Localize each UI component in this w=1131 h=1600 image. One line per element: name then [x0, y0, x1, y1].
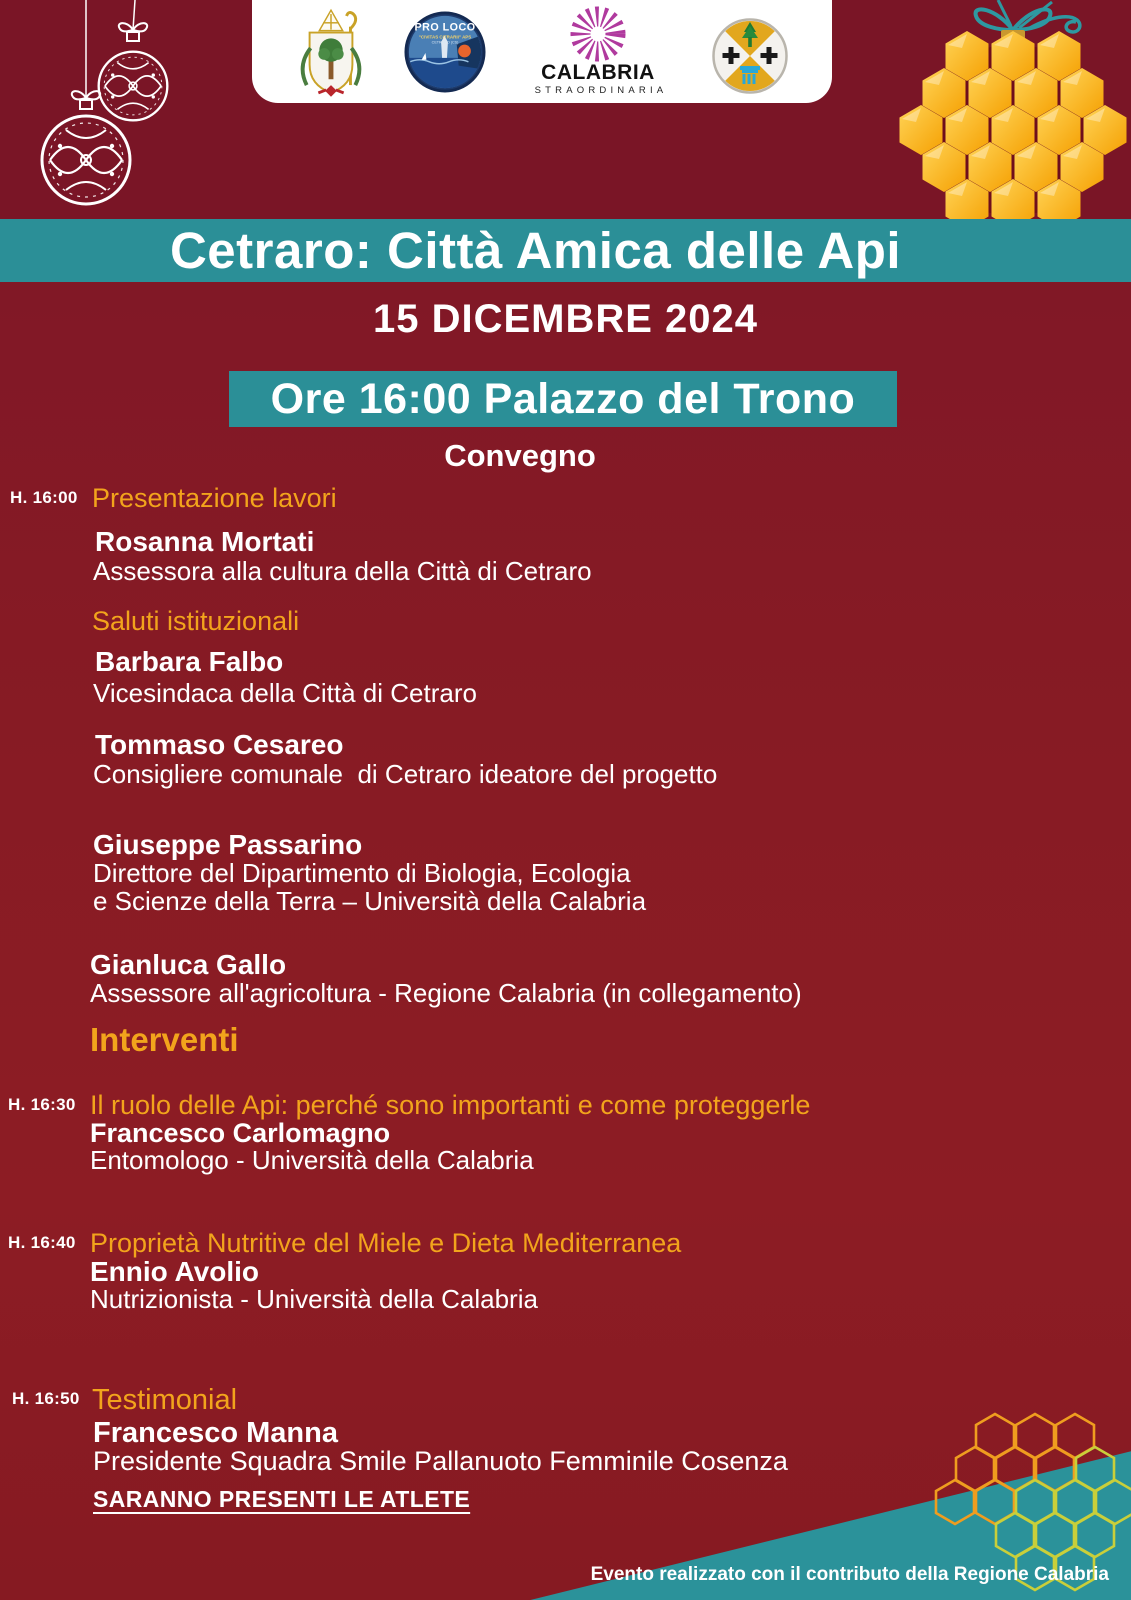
pro-loco-title: PRO LOCO — [414, 21, 476, 34]
speaker-name: Francesco Carlomagno — [90, 1118, 391, 1148]
interventi-heading: Interventi — [90, 1021, 239, 1058]
time-1600: H. 16:00 — [10, 488, 78, 507]
christmas-ornaments-icon — [14, 0, 254, 240]
speaker-role: Vicesindaca della Città di Cetraro — [93, 678, 477, 708]
speaker-role: Presidente Squadra Smile Pallanuoto Femminile Cosenza — [93, 1446, 788, 1476]
pro-loco-sub2: CETRARO (CS) — [431, 40, 458, 45]
speaker-role: Entomologo - Università della Calabria — [90, 1145, 534, 1175]
talk-title: Proprietà Nutritive del Miele e Dieta Mediterranea — [90, 1228, 682, 1258]
logo-bar — [252, 0, 832, 103]
section-label: Convegno — [444, 438, 596, 473]
title-band — [0, 219, 1131, 282]
page-title: Cetraro: Città Amica delle Api — [169, 222, 902, 279]
calabria-subtitle: STRAORDINARIA — [535, 84, 668, 96]
speaker-name: Barbara Falbo — [95, 646, 284, 677]
speaker-role: Consigliere comunale di Cetraro ideatore del progetto — [93, 759, 718, 789]
cetraro-crest-icon — [295, 4, 367, 100]
speaker-role: Assessore all'agricoltura - Regione Calabria (in collegamento) — [90, 978, 802, 1008]
event-date: 15 DICEMBRE 2024 — [372, 297, 759, 341]
speaker-name: Rosanna Mortati — [95, 526, 315, 557]
talk-title: Il ruolo delle Api: perché sono importanti e come proteggerle — [90, 1090, 811, 1120]
speaker-role: Assessora alla cultura della Città di Cetraro — [93, 556, 592, 586]
speaker-name: Giuseppe Passarino — [93, 829, 363, 860]
saluti-heading: Saluti istituzionali — [92, 606, 300, 636]
opening-heading: Presentazione lavori — [92, 483, 337, 513]
talk-title: Testimonial — [92, 1384, 238, 1416]
regione-calabria-crest-icon — [711, 4, 789, 100]
speaker-name: Francesco Manna — [93, 1417, 338, 1449]
speaker-name: Tommaso Cesareo — [95, 729, 344, 760]
speaker-name: Ennio Avolio — [90, 1256, 260, 1287]
venue-box — [229, 371, 897, 427]
time-1650: H. 16:50 — [12, 1389, 80, 1408]
footer-credit: Evento realizzato con il contributo della Regione Calabria — [590, 1564, 1109, 1585]
time-1640: H. 16:40 — [8, 1233, 76, 1252]
speaker-name: Gianluca Gallo — [90, 949, 287, 980]
honeycomb-bauble-icon — [880, 0, 1131, 236]
pro-loco-subtitle: "CIVITAS CITRARII" APS — [418, 33, 471, 39]
speaker-role: Direttore del Dipartimento di Biologia, Ecologia — [93, 858, 631, 888]
time-1630: H. 16:30 — [8, 1095, 76, 1114]
calabria-title: CALABRIA — [541, 60, 656, 84]
calabria-straordinaria-logo — [522, 4, 674, 100]
speaker-role: Nutrizionista - Università della Calabria — [90, 1284, 538, 1314]
program-note: SARANNO PRESENTI LE ATLETE — [93, 1486, 471, 1512]
venue-text: Ore 16:00 Palazzo del Trono — [270, 374, 856, 423]
pro-loco-logo — [404, 10, 486, 94]
speaker-role: e Scienze della Terra – Università della Calabria — [93, 886, 647, 916]
